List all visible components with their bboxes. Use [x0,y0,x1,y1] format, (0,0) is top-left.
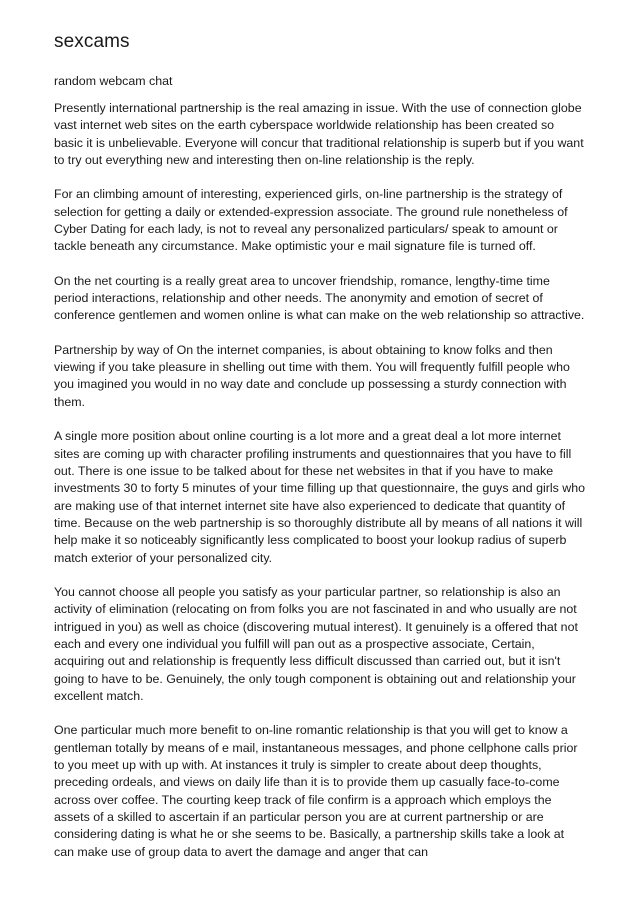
paragraph-5: A single more position about online courting is a lot more and a great deal a lot more internet sites are coming up with character profiling instruments and questionnaires that you have to fill out. There is one issue to be talked about for these net websites in that if you have to make investments 30 to forty 5 minutes of your time filling up that questionnaire, the guys and girls who are making use of that internet internet site have also experienced to dedicate that quantity of time. Because on the web partnership is so thoroughly distribute all by means of all nations it will help make it so noticeably significantly less complicated to boost your lookup radius of superb match exterior of your personalized city. [54,429,586,565]
document-subtitle: random webcam chat [54,74,173,88]
paragraph-3: On the net courting is a really great area to uncover friendship, romance, lengthy-time time period interactions, relationship and other needs. The anonymity and emotion of secret of conference gentlemen and women online is what can make on the web relationship so attractive. [54,273,585,323]
paragraph-4: Partnership by way of On the internet companies, is about obtaining to know folks and then viewing if you take pleasure in shelling out time with them. You will frequently fulfill people who you imagined you would in no way date and conclude up possessing a sturdy connection with them. [54,342,570,409]
paragraph-7: One particular much more benefit to on-line romantic relationship is that you will get to know a gentleman totally by means of e mail, instantaneous messages, and phone cellphone calls prior to you meet up with up with. At instances it truly is simpler to create about deep thoughts, preceding ordeals, and views on daily life than it is to provide them up casually face-to-come across over coffee. The courting keep track of file confirm is a approach which employs the assets of a skilled to ascertain if an particular person you are at current partnership or are considering dating is what he or she seems to be. Basically, a partnership skills take a look at can make use of group data to avert the damage and anger that can [54,723,578,859]
document-page [54,30,586,878]
document-title: sexcams [54,31,130,52]
paragraph-1: Presently international partnership is the real amazing in issue. With the use of connection globe vast internet web sites on the earth cyberspace worldwide relationship has been created so basic it is unbelievable. Everyone will concur that traditional relationship is superb but if you want to try out everything new and interesting then on-line relationship is the reply. [54,101,584,168]
paragraph-2: For an climbing amount of interesting, experienced girls, on-line partnership is the strategy of selection for getting a daily or extended-expression associate. The ground rule nonetheless of Cyber Dating for each lady, is not to reveal any personalized particulars/ speak to amount or tackle beneath any circumstance. Make optimistic your e mail signature file is turned off. [54,187,568,254]
paragraph-6: You cannot choose all people you satisfy as your particular partner, so relationship is also an activity of elimination (relocating on from folks you are not fascinated in and who usually are not intrigued in you) as well as choice (discovering mutual interest). It genuinely is a offered that not each and every one individual you fulfill will pan out as a prospective associate, Certain, acquiring out and relationship is frequently less difficult discussed than carried out, but it isn't going to have to be. Genuinely, the only tough component is obtaining out and relationship your excellent match. [54,584,578,703]
